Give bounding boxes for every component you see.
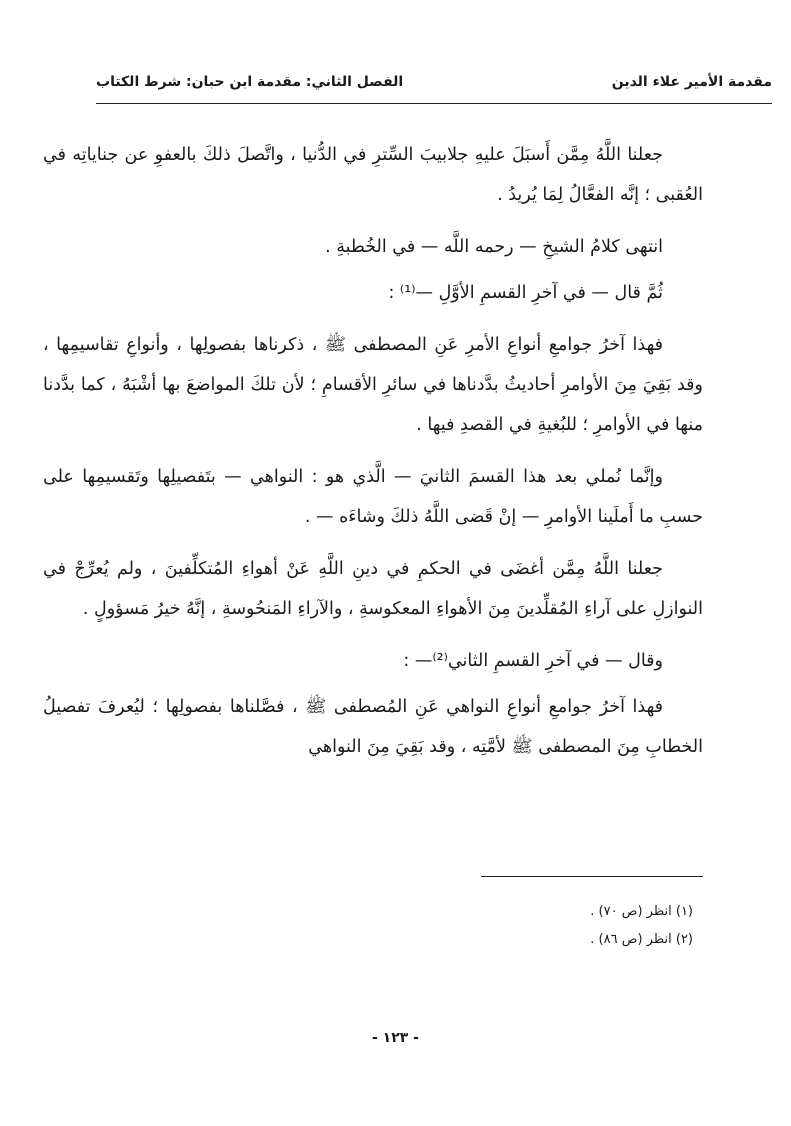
page-number: - ١٢٣ - <box>371 1030 419 1046</box>
paragraph: جعلنا اللَّهُ مِمَّن أغضَى في الحكمِ في دينِ اللَّهِ عَنْ أهواءِ المُتكلِّفينَ ، ولم يُعرِّجْ في النوازلِ على آراءِ المُقلِّدينَ مِنَ الأهواءِ المعكوسةِ ، والآراءِ المَنحُوسةِ ، إنَّهُ خيرُ مَسؤولٍ . <box>43 559 703 619</box>
footnote: (٢) انظر (ص ٨٦) . <box>590 932 693 947</box>
footnotes <box>193 898 693 954</box>
paragraph: انتهى كلامُ الشيخِ — رحمه اللَّه — في الخُطبةِ . <box>325 237 663 257</box>
paragraph: وقال — في آخرِ القسمِ الثاني⁽²⁾— : <box>403 651 663 671</box>
paragraph: فهذا آخرُ جوامعِ أنواعِ الأمرِ عَنِ المصطفى ﷺ ، ذكرناها بفصولِها ، وأنواعِ تقاسيمِها ، وقد بَقِيَ مِنَ الأوامرِ أحاديثُ بدَّدناها في سائرِ الأقسامِ ؛ لأن تلكَ المواضعَ بها أشْبَهُ ، كما بدَّدنا منها في الأوامرِ ؛ للبُغيةِ في القصدِ فيها . <box>43 335 703 435</box>
main-text <box>43 135 703 779</box>
book-title: مقدمة الأمير علاء الدين <box>611 74 772 90</box>
chapter-title: الفصل الثاني: مقدمة ابن حبان: شرط الكتاب <box>96 74 404 90</box>
footnote-rule <box>481 876 703 877</box>
running-header <box>96 74 772 98</box>
paragraph: جعلنا اللَّهُ مِمَّن أَسبَلَ عليهِ جلابيبَ السِّترِ في الدُّنيا ، واتَّصلَ ذلكَ بالعفوِ عن جناياتِه في العُقبى ؛ إنَّه الفعَّالُ لِمَا يُريدُ . <box>43 145 703 205</box>
footnote: (١) انظر (ص ٧٠) . <box>590 904 693 919</box>
paragraph: وإنَّما نُملي بعد هذا القسمَ الثانيَ — الَّذي هو : النواهي — بتَفصيلِها وتَقسيمِها على حسبِ ما أَملَينا الأوامرِ — إنْ قَضى اللَّهُ ذلكَ وشاءَه — . <box>43 467 703 527</box>
paragraph: ثُمَّ قال — في آخرِ القسمِ الأوَّلِ —⁽¹⁾ : <box>388 283 663 303</box>
paragraph: فهذا آخرُ جوامعِ أنواعِ النواهي عَنِ المُصطفى ﷺ ، فصَّلناها بفصولِها ؛ ليُعرفَ تفصيلُ الخطابِ مِنَ المصطفى ﷺ لأمَّتِه ، وقد بَقِيَ مِنَ النواهي <box>43 697 703 757</box>
header-rule <box>96 103 772 104</box>
